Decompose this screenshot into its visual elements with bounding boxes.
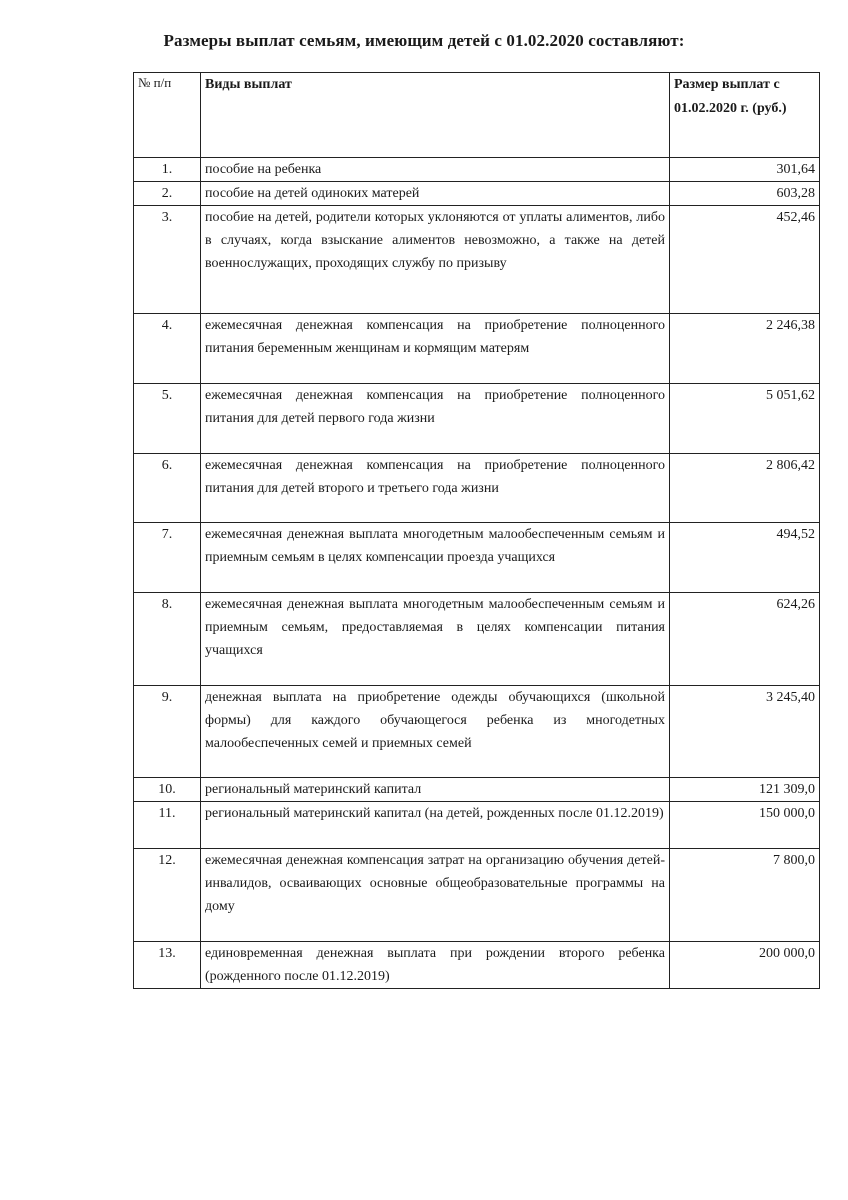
payment-amount: 2 246,38 — [670, 314, 820, 384]
table-row — [134, 384, 820, 454]
payment-type: пособие на ребенка — [201, 158, 670, 182]
payment-amount: 5 051,62 — [670, 384, 820, 454]
payment-type: единовременная денежная выплата при рождении второго ребенка (рожденного после 01.12.2019) — [201, 942, 670, 989]
table-row — [134, 182, 820, 206]
payment-type: ежемесячная денежная компенсация затрат на организацию обучения детей-инвалидов, осваивающих основные общеобразовательные программы на дому — [201, 849, 670, 942]
table-row — [134, 686, 820, 778]
payments-table — [133, 72, 820, 989]
table-row — [134, 849, 820, 942]
page-title: Размеры выплат семьям, имеющим детей с 01.02.2020 составляют: — [163, 31, 685, 50]
row-number: 8. — [134, 593, 201, 686]
row-number: 9. — [134, 686, 201, 778]
row-number: 1. — [134, 158, 201, 182]
table-row — [134, 778, 820, 802]
payment-type: региональный материнский капитал (на детей, рожденных после 01.12.2019) — [201, 802, 670, 849]
payment-amount: 3 245,40 — [670, 686, 820, 778]
payment-type: ежемесячная денежная компенсация на приобретение полноценного питания для детей первого года жизни — [201, 384, 670, 454]
payment-amount: 7 800,0 — [670, 849, 820, 942]
payment-amount: 150 000,0 — [670, 802, 820, 849]
table-header-row — [134, 73, 820, 158]
payment-type: пособие на детей одиноких матерей — [201, 182, 670, 206]
payment-type: ежемесячная денежная компенсация на приобретение полноценного питания для детей второго и третьего года жизни — [201, 454, 670, 523]
header-amount: Размер выплат с 01.02.2020 г. (руб.) — [670, 73, 820, 158]
row-number: 7. — [134, 523, 201, 593]
payment-amount: 121 309,0 — [670, 778, 820, 802]
table-row — [134, 454, 820, 523]
row-number: 3. — [134, 206, 201, 314]
payment-amount: 624,26 — [670, 593, 820, 686]
row-number: 6. — [134, 454, 201, 523]
row-number: 5. — [134, 384, 201, 454]
row-number: 4. — [134, 314, 201, 384]
payment-type: ежемесячная денежная выплата многодетным малообеспеченным семьям и приемным семьям в целях компенсации проезда учащихся — [201, 523, 670, 593]
table-row — [134, 523, 820, 593]
row-number: 10. — [134, 778, 201, 802]
payment-amount: 200 000,0 — [670, 942, 820, 989]
table-row — [134, 314, 820, 384]
table-row — [134, 206, 820, 314]
table-row — [134, 802, 820, 849]
header-payment-type: Виды выплат — [201, 73, 670, 158]
payment-type: денежная выплата на приобретение одежды обучающихся (школьной формы) для каждого обучающегося ребенка из многодетных малообеспеченных семей и приемных семей — [201, 686, 670, 778]
payment-amount: 494,52 — [670, 523, 820, 593]
table-row — [134, 593, 820, 686]
payment-type: региональный материнский капитал — [201, 778, 670, 802]
row-number: 13. — [134, 942, 201, 989]
payment-type: пособие на детей, родители которых уклоняются от уплаты алиментов, либо в случаях, когда взыскание алиментов невозможно, а также на детей военнослужащих, проходящих службу по призыву — [201, 206, 670, 314]
table-row — [134, 158, 820, 182]
payment-amount: 603,28 — [670, 182, 820, 206]
row-number: 11. — [134, 802, 201, 849]
header-number: № п/п — [134, 73, 201, 158]
payment-amount: 2 806,42 — [670, 454, 820, 523]
row-number: 2. — [134, 182, 201, 206]
payment-amount: 301,64 — [670, 158, 820, 182]
row-number: 12. — [134, 849, 201, 942]
table-row — [134, 942, 820, 989]
payment-type: ежемесячная денежная выплата многодетным малообеспеченным семьям и приемным семьям, предоставляемая в целях компенсации питания учащихся — [201, 593, 670, 686]
payment-type: ежемесячная денежная компенсация на приобретение полноценного питания беременным женщинам и кормящим матерям — [201, 314, 670, 384]
payment-amount: 452,46 — [670, 206, 820, 314]
